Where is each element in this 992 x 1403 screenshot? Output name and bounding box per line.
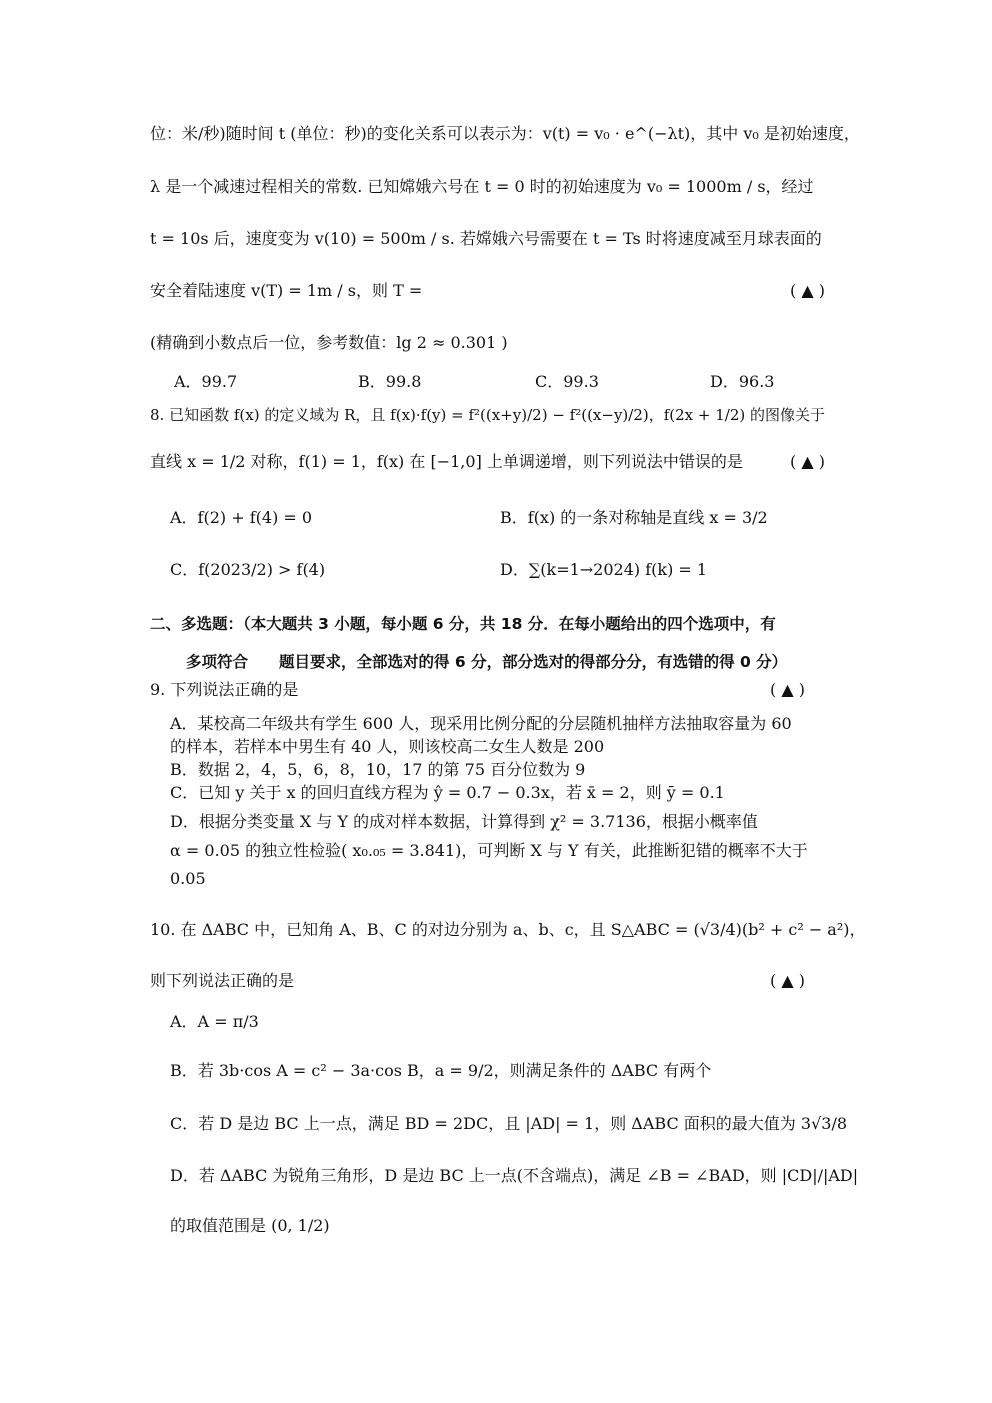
q7-line-3: t = 10s 后，速度变为 v(10) = 500m / s. 若嫦娥六号需要在 t = Ts 时将速度减至月球表面的 xyxy=(150,229,822,248)
q8-line-2: 直线 x = 1/2 对称，f(1) = 1，f(x) 在 [−1,0] 上单调递增，则下列说法中错误的是 xyxy=(150,452,743,471)
q9-option-b: B．数据 2，4，5，6，8，10，17 的第 75 百分位数为 9 xyxy=(170,760,586,779)
q8-answer-mark: ( ▲ ) xyxy=(790,452,825,471)
section-2-line-1: 二、多选题：（本大题共 3 小题，每小题 6 分，共 18 分．在每小题给出的四个选项中，有 xyxy=(150,615,776,633)
q10-option-d-line-1: D．若 ΔABC 为锐角三角形，D 是边 BC 上一点(不含端点)，满足 ∠B = ∠BAD，则 |CD|/|AD| xyxy=(170,1166,859,1185)
q7-line-1: 位：米/秒)随时间 t (单位：秒)的变化关系可以表示为：v(t) = v₀ · e^(−λt)，其中 v₀ 是初始速度， xyxy=(150,124,860,143)
q7-option-c: C．99.3 xyxy=(535,372,599,391)
q10-option-c: C．若 D 是边 BC 上一点，满足 BD = 2DC，且 |AD| = 1，则 ΔABC 面积的最大值为 3√3/8 xyxy=(170,1114,848,1133)
q9-option-d-line-1: D．根据分类变量 X 与 Y 的成对样本数据，计算得到 χ² = 3.7136，根据小概率值 xyxy=(170,812,758,831)
q9-stem: 9. 下列说法正确的是 xyxy=(150,680,299,699)
q8-option-b: B．f(x) 的一条对称轴是直线 x = 3/2 xyxy=(500,508,768,527)
q9-option-c: C．已知 y 关于 x 的回归直线方程为 ŷ = 0.7 − 0.3x，若 x̄ = 2，则 ȳ = 0.1 xyxy=(170,783,725,802)
q9-option-a-line-2: 的样本，若样本中男生有 40 人，则该校高二女生人数是 200 xyxy=(170,737,605,756)
q9-answer-mark: ( ▲ ) xyxy=(770,680,805,699)
q7-option-a: A．99.7 xyxy=(174,372,238,391)
q10-line-1: 10. 在 ΔABC 中，已知角 A、B、C 的对边分别为 a、b、c，且 S△ABC = (√3/4)(b² + c² − a²)， xyxy=(150,920,866,939)
q7-answer-mark: ( ▲ ) xyxy=(790,281,825,300)
q8-option-d: D．∑(k=1→2024) f(k) = 1 xyxy=(500,560,708,579)
q9-option-d-line-2: α = 0.05 的独立性检验( x₀.₀₅ = 3.841)，可判断 X 与 Y 有关，此推断犯错的概率不大于 xyxy=(170,841,808,860)
q8-option-c: C．f(2023/2) > f(4) xyxy=(170,560,326,579)
q8-line-1: 8. 已知函数 f(x) 的定义域为 R，且 f(x)·f(y) = f²((x+y)/2) − f²((x−y)/2)，f(2x + 1/2) 的图像关于 xyxy=(150,406,826,424)
q7-option-b: B．99.8 xyxy=(358,372,422,391)
q9-option-a-line-1: A．某校高二年级共有学生 600 人，现采用比例分配的分层随机抽样方法抽取容量为 60 xyxy=(170,714,792,733)
q10-option-d-line-2: 的取值范围是 (0, 1/2) xyxy=(170,1216,330,1235)
q9-option-d-line-3: 0.05 xyxy=(170,869,206,888)
q10-answer-mark: ( ▲ ) xyxy=(770,971,805,990)
q10-option-b: B．若 3b·cos A = c² − 3a·cos B，a = 9/2，则满足条件的 ΔABC 有两个 xyxy=(170,1061,712,1080)
q7-line-4: 安全着陆速度 v(T) = 1m / s，则 T = xyxy=(150,281,423,300)
q10-line-2: 则下列说法正确的是 xyxy=(150,971,295,990)
q7-note: (精确到小数点后一位，参考数值：lg 2 ≈ 0.301 ) xyxy=(150,333,508,352)
q10-option-a: A．A = π/3 xyxy=(170,1012,259,1031)
section-2-line-2: 多项符合 题目要求，全部选对的得 6 分，部分选对的得部分分，有选错的得 0 分） xyxy=(186,653,788,671)
q7-option-d: D．96.3 xyxy=(710,372,775,391)
q7-line-2: λ 是一个减速过程相关的常数. 已知嫦娥六号在 t = 0 时的初始速度为 v₀ = 1000m / s，经过 xyxy=(150,177,814,196)
q8-option-a: A．f(2) + f(4) = 0 xyxy=(170,508,313,527)
